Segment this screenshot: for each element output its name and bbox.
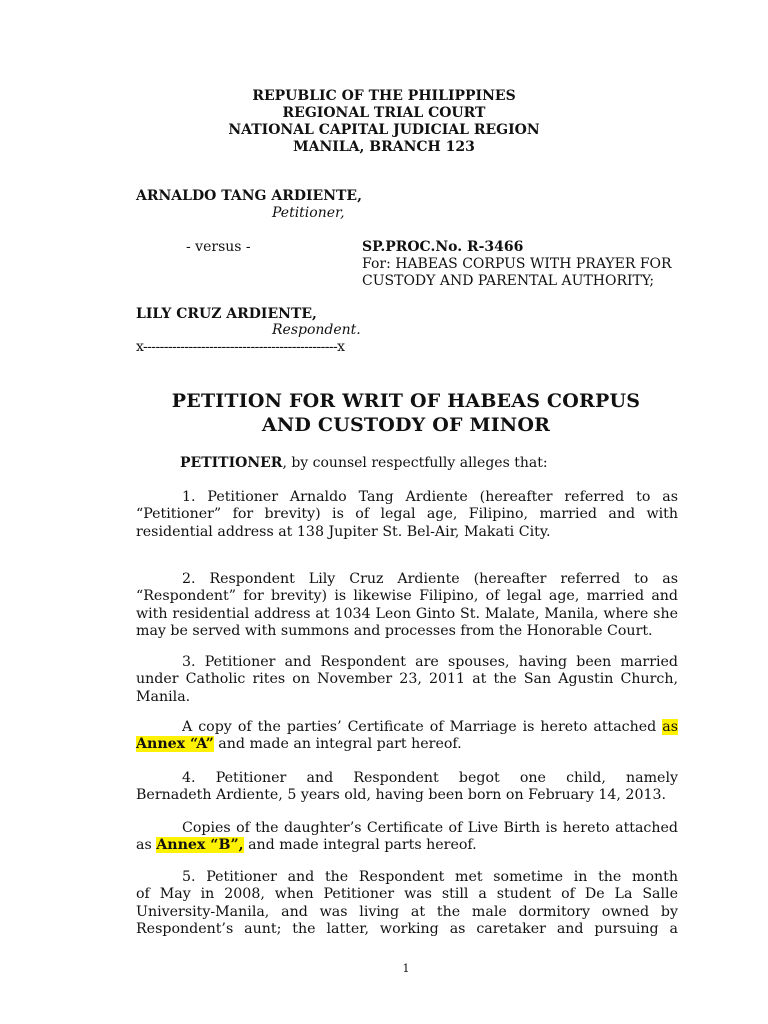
page-number: 1 bbox=[402, 962, 410, 975]
annex-a-line bbox=[136, 719, 678, 736]
respondent-role: Respondent. bbox=[272, 322, 361, 338]
court-header-line-1: REPUBLIC OF THE PHILIPPINES bbox=[252, 88, 516, 104]
paragraph-1-line: “Petitioner” for brevity) is of legal age, Filipino, married and with bbox=[136, 506, 678, 523]
paragraph-3 bbox=[136, 654, 678, 706]
paragraph-5-line: of May in 2008, when Petitioner was still a student of De La Salle bbox=[136, 886, 678, 903]
annex-a-rest: and made an integral part hereof. bbox=[213, 736, 462, 753]
case-for-line-1: For: HABEAS CORPUS WITH PRAYER FOR bbox=[362, 256, 672, 272]
court-header-line-4: MANILA, BRANCH 123 bbox=[293, 139, 475, 155]
petition-title-line-2: AND CUSTODY OF MINOR bbox=[261, 414, 551, 436]
paragraph-2 bbox=[136, 571, 678, 641]
paragraph-4-line: 4. Petitioner and Respondent begot one child, namely bbox=[182, 770, 678, 786]
paragraph-5-line: University-Manila, and was living at the male dormitory owned by bbox=[136, 903, 678, 920]
caption-divider: x-----------------------------------------------x bbox=[136, 339, 345, 355]
paragraph-2-line: with residential address at 1034 Leon Ginto St. Malate, Manila, where she bbox=[136, 605, 678, 622]
paragraph-3-line: under Catholic rites on November 23, 2011 at the San Agustin Church, bbox=[136, 671, 678, 688]
annex-a-line bbox=[136, 736, 678, 753]
case-for-line-2: CUSTODY AND PARENTAL AUTHORITY; bbox=[362, 273, 655, 289]
court-header-line-3: NATIONAL CAPITAL JUDICIAL REGION bbox=[228, 122, 540, 138]
paragraph-5 bbox=[136, 869, 678, 939]
paragraph-1-line: residential address at 138 Jupiter St. Bel-Air, Makati City. bbox=[136, 523, 551, 540]
paragraph-4 bbox=[136, 770, 678, 805]
paragraph-1 bbox=[136, 489, 678, 541]
annex-a-highlight: as bbox=[662, 719, 678, 735]
paragraph-3-line: Manila. bbox=[136, 688, 191, 705]
versus-label: - versus - bbox=[186, 239, 251, 255]
annex-b-paragraph bbox=[136, 820, 678, 855]
annex-a-paragraph bbox=[136, 719, 678, 754]
paragraph-2-line: “Respondent” for brevity) is likewise Filipino, of legal age, married and bbox=[136, 588, 678, 605]
petitioner-name: ARNALDO TANG ARDIENTE, bbox=[136, 188, 362, 204]
intro-rest: , by counsel respectfully alleges that: bbox=[282, 455, 548, 471]
annex-b-label: Annex “B”, bbox=[156, 837, 244, 854]
paragraph-4-line: Bernadeth Ardiente, 5 years old, having been born on February 14, 2013. bbox=[136, 787, 667, 804]
case-number: SP.PROC.No. R-3466 bbox=[362, 239, 524, 255]
paragraph-5-line: 5. Petitioner and the Respondent met sometime in the month bbox=[182, 869, 678, 885]
respondent-name: LILY CRUZ ARDIENTE, bbox=[136, 306, 317, 322]
petitioner-role: Petitioner, bbox=[272, 205, 345, 221]
court-header-line-2: REGIONAL TRIAL COURT bbox=[282, 105, 486, 121]
annex-b-rest: and made integral parts hereof. bbox=[243, 837, 477, 854]
intro-lead: PETITIONER bbox=[180, 455, 283, 471]
paragraph-5-line: Respondent’s aunt; the latter, working as caretaker and pursuing a bbox=[136, 921, 678, 938]
paragraph-3-line: 3. Petitioner and Respondent are spouses, having been married bbox=[182, 654, 678, 670]
paragraph-1-line: 1. Petitioner Arnaldo Tang Ardiente (hereafter referred to as bbox=[182, 489, 678, 505]
annex-a-text: A copy of the parties’ Certificate of Marriage is hereto attached bbox=[182, 719, 657, 735]
annex-a-label: Annex “A” bbox=[136, 736, 214, 753]
annex-b-line bbox=[136, 837, 678, 854]
paragraph-2-line: may be served with summons and processes from the Honorable Court. bbox=[136, 623, 653, 640]
intro-paragraph bbox=[180, 455, 548, 471]
annex-b-prefix: as bbox=[136, 837, 157, 854]
petition-title-line-1: PETITION FOR WRIT OF HABEAS CORPUS bbox=[171, 390, 641, 412]
paragraph-2-line: 2. Respondent Lily Cruz Ardiente (hereafter referred to as bbox=[182, 571, 678, 587]
annex-b-line: Copies of the daughter’s Certificate of Live Birth is hereto attached bbox=[182, 820, 678, 836]
